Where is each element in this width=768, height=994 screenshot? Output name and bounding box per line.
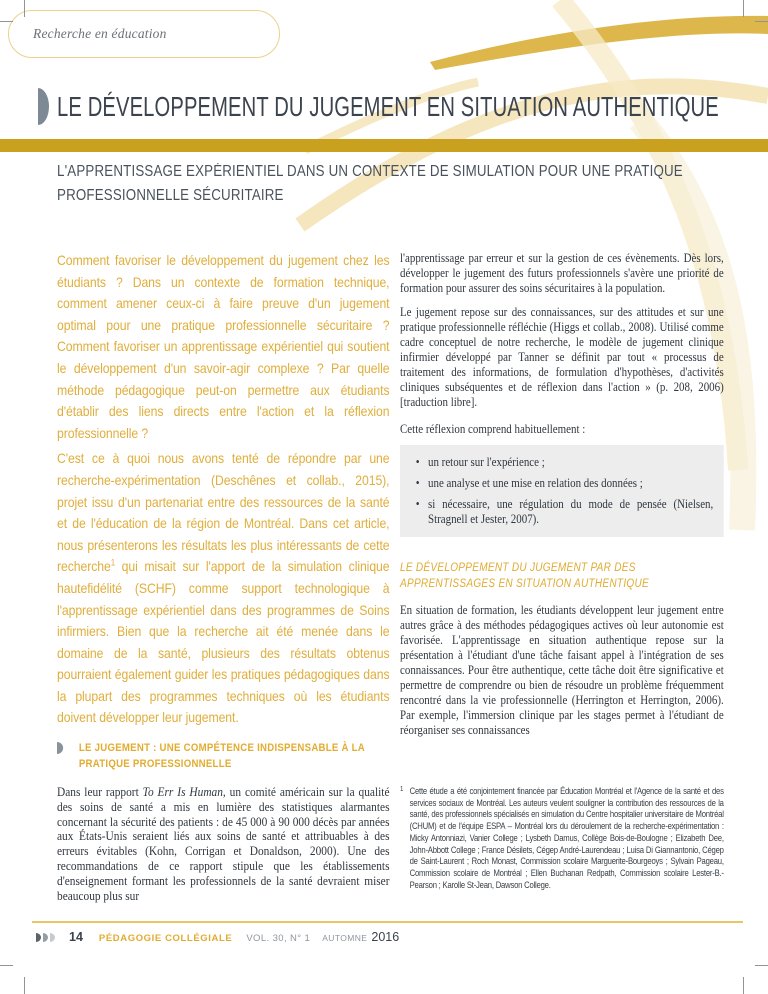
gold-accent-band bbox=[0, 139, 768, 152]
journal-name: PÉDAGOGIE COLLÉGIALE bbox=[98, 933, 233, 944]
triple-half-circle-icon bbox=[36, 933, 55, 942]
list-item: • une analyse et une mise en relation des données ; bbox=[428, 476, 713, 491]
crop-mark bbox=[743, 977, 744, 994]
season-label: AUTOMNE bbox=[322, 933, 368, 943]
footer-rule bbox=[32, 921, 743, 923]
page-title: LE DÉVELOPPEMENT DU JUGEMENT EN SITUATION AUTHENTIQUE bbox=[57, 91, 719, 122]
volume-label: VOL. 30, N° 1 bbox=[246, 933, 311, 944]
crop-mark bbox=[755, 965, 768, 966]
footnote-marker: 1 bbox=[400, 786, 404, 793]
reflection-lead-in: Cette réflexion comprend habituellement : bbox=[400, 422, 586, 436]
kicker-label: Recherche en éducation bbox=[33, 26, 167, 41]
body-paragraph-3: En situation de formation, les étudiants développent leur jugement entre autres grâce à des méthodes pédagogiques actives où leur autonomie est favorisée. L'apprentissage en situation authentique repose sur la présentation à l'étudiant d'une tâche faisant appel à l'intégration de ses connaissances. Pour être authentique, cette tâche doit être significative et permettre de comprendre ou bien de résoudre un problème fréquemment rencontré dans la vie professionnelle (Herrington et Herrington, 2006). Par exemple, l'immersion clinique par les stages permet à l'étudiant de réorganiser ses connaissances bbox=[400, 603, 724, 737]
body-paragraph-1: l'apprentissage par erreur et sur la gestion de ces évènements. Dès lors, développer le jugement des futurs professionnels s'avère une priorité de formation pour assurer des soins sécuritaires à la population. bbox=[400, 251, 724, 295]
page-subtitle: L'APPRENTISSAGE EXPÉRIENTIEL DANS UN CONTEXTE DE SIMULATION POUR UNE PRATIQUE PROFESSIONNELLE SÉCURITAIRE bbox=[57, 163, 683, 204]
half-circle-icon bbox=[38, 88, 49, 125]
half-circle-icon bbox=[43, 933, 48, 942]
crop-mark bbox=[0, 21, 13, 22]
body-text: Dans leur rapport bbox=[57, 784, 143, 800]
book-title-italic: To Err Is Human bbox=[142, 784, 223, 800]
body-paragraph-report bbox=[57, 785, 390, 903]
footnote-reference: 1 bbox=[110, 557, 115, 568]
section-heading-judgement bbox=[57, 741, 390, 772]
section-kicker-pill bbox=[8, 10, 280, 58]
footnote-1 bbox=[400, 786, 724, 891]
reflection-points-list bbox=[412, 455, 713, 527]
swirl-ribbon-dark bbox=[430, 16, 768, 70]
page-number: 14 bbox=[69, 930, 83, 944]
page-footer bbox=[36, 930, 399, 944]
half-circle-icon bbox=[36, 933, 41, 942]
crop-mark bbox=[24, 0, 25, 17]
list-item: • si nécessaire, une régulation du mode de pensée (Nielsen, Stragnell et Jester, 2007). bbox=[428, 497, 713, 527]
intro-paragraph-2-text: C'est ce à quoi nous avons tenté de répondre par une recherche-expérimentation (Deschênes et collab., 2015), projet issu d'un partenariat entre des ressources de la santé et de l'éducation de la région de Montréal. Dans cet article, nous présenterons les résultats les plus intéressants de cette recherche bbox=[57, 450, 390, 575]
crop-mark bbox=[755, 21, 768, 22]
half-circle-icon bbox=[50, 933, 55, 942]
right-column bbox=[400, 251, 724, 738]
intro-paragraph-1: Comment favoriser le développement du jugement chez les étudiants ? Dans un contexte de formation technique, comment amener ceux-ci à faire preuve d'un jugement optimal pour une pratique professionnelle sécuritaire ? Comment favoriser un apprentissage expérientiel qui soutient le développement d'un savoir-agir complexe ? Par quelle méthode pédagogique peut-on permettre aux étudiants d'établir des liens directs entre l'action et la réflexion professionnelle ? bbox=[57, 252, 390, 441]
crop-mark bbox=[743, 0, 744, 17]
half-circle-icon bbox=[57, 742, 63, 754]
subheading-authentic-learning: LE DÉVELOPPEMENT DU JUGEMENT PAR DES APPRENTISSAGES EN SITUATION AUTHENTIQUE bbox=[400, 562, 649, 590]
section-heading-label: LE JUGEMENT : UNE COMPÉTENCE INDISPENSABLE À LA PRATIQUE PROFESSIONNELLE bbox=[78, 742, 365, 770]
footnote-block bbox=[400, 786, 724, 891]
body-text-continued: , un comité américain sur la qualité des soins de santé a mis en lumière des statistiques alarmantes concernant la sécurité des patients : de 45 000 à 90 000 décès par années aux États-Unis seraient liés aux soins de santé et attribuables à des erreurs évitables (Kohn, Corrigan et Donaldson, 2000). Une des recommandations de ce rapport stipule que les établissements d'enseignement formant les professionnels de la santé devraient miser beaucoup plus sur bbox=[57, 784, 390, 903]
left-column bbox=[57, 250, 390, 903]
intro-paragraph-2-continued: qui misait sur l'apport de la simulation clinique hautefidélité (SCHF) comme support technologique à l'apprentissage expérientiel dans des programmes de Soins infirmiers. Bien que la recherche ait été menée dans le domaine de la santé, plusieurs des résultats obtenus pourraient également guider les pratiques pédagogiques dans la plupart des programmes techniques où les étudiants doivent développer leur jugement. bbox=[57, 558, 390, 726]
body-paragraph-2: Le jugement repose sur des connaissances, sur des attitudes et sur une pratique professionnelle réfléchie (Higgs et collab., 2008). Utilisé comme cadre conceptuel de notre recherche, le modèle de jugement clinique infirmier développé par Tanner se définit par tout « processus de traitement des informations, de formulation d'hypothèses, d'activités cliniques subséquentes et de réflexion dans l'action » (p. 208, 2006) [traduction libre]. bbox=[400, 305, 724, 409]
list-item: • un retour sur l'expérience ; bbox=[428, 455, 713, 470]
crop-mark bbox=[0, 965, 13, 966]
intro-paragraph-2 bbox=[57, 448, 390, 729]
footnote-text: Cette étude a été conjointement financée par Éducation Montréal et l'Agence de la santé et des services sociaux de Montréal. Les auteurs veulent souligner la contribution des ressources de la santé, des professionnels spécialisés en simulation du Centre hospitalier universitaire de Montréal (CHUM) et de l'équipe ESPA – Montréal lors du déroulement de la recherche-expérimentation : Micky Antonniazi, Vanier College ; Lysbeth Damus, Collège Bois-de-Boulogne ; Elizabeth Dee, John-Abbott College ; France Désilets, Cégep André-Laurendeau ; Luisa Di Giannantonio, Cégep de Saint-Laurent ; Roch Monast, Commission scolaire Marguerite-Bourgeoys ; Sylvain Pageau, Commission scolaire de Montréal ; Ellen Buchanan Redpath, Commission scolaire Lester-B.-Pearson ; Karolle St-Jean, Dawson College. bbox=[409, 786, 724, 890]
crop-mark bbox=[24, 977, 25, 994]
reflection-points-box bbox=[400, 445, 724, 537]
year-label: 2016 bbox=[371, 930, 400, 944]
